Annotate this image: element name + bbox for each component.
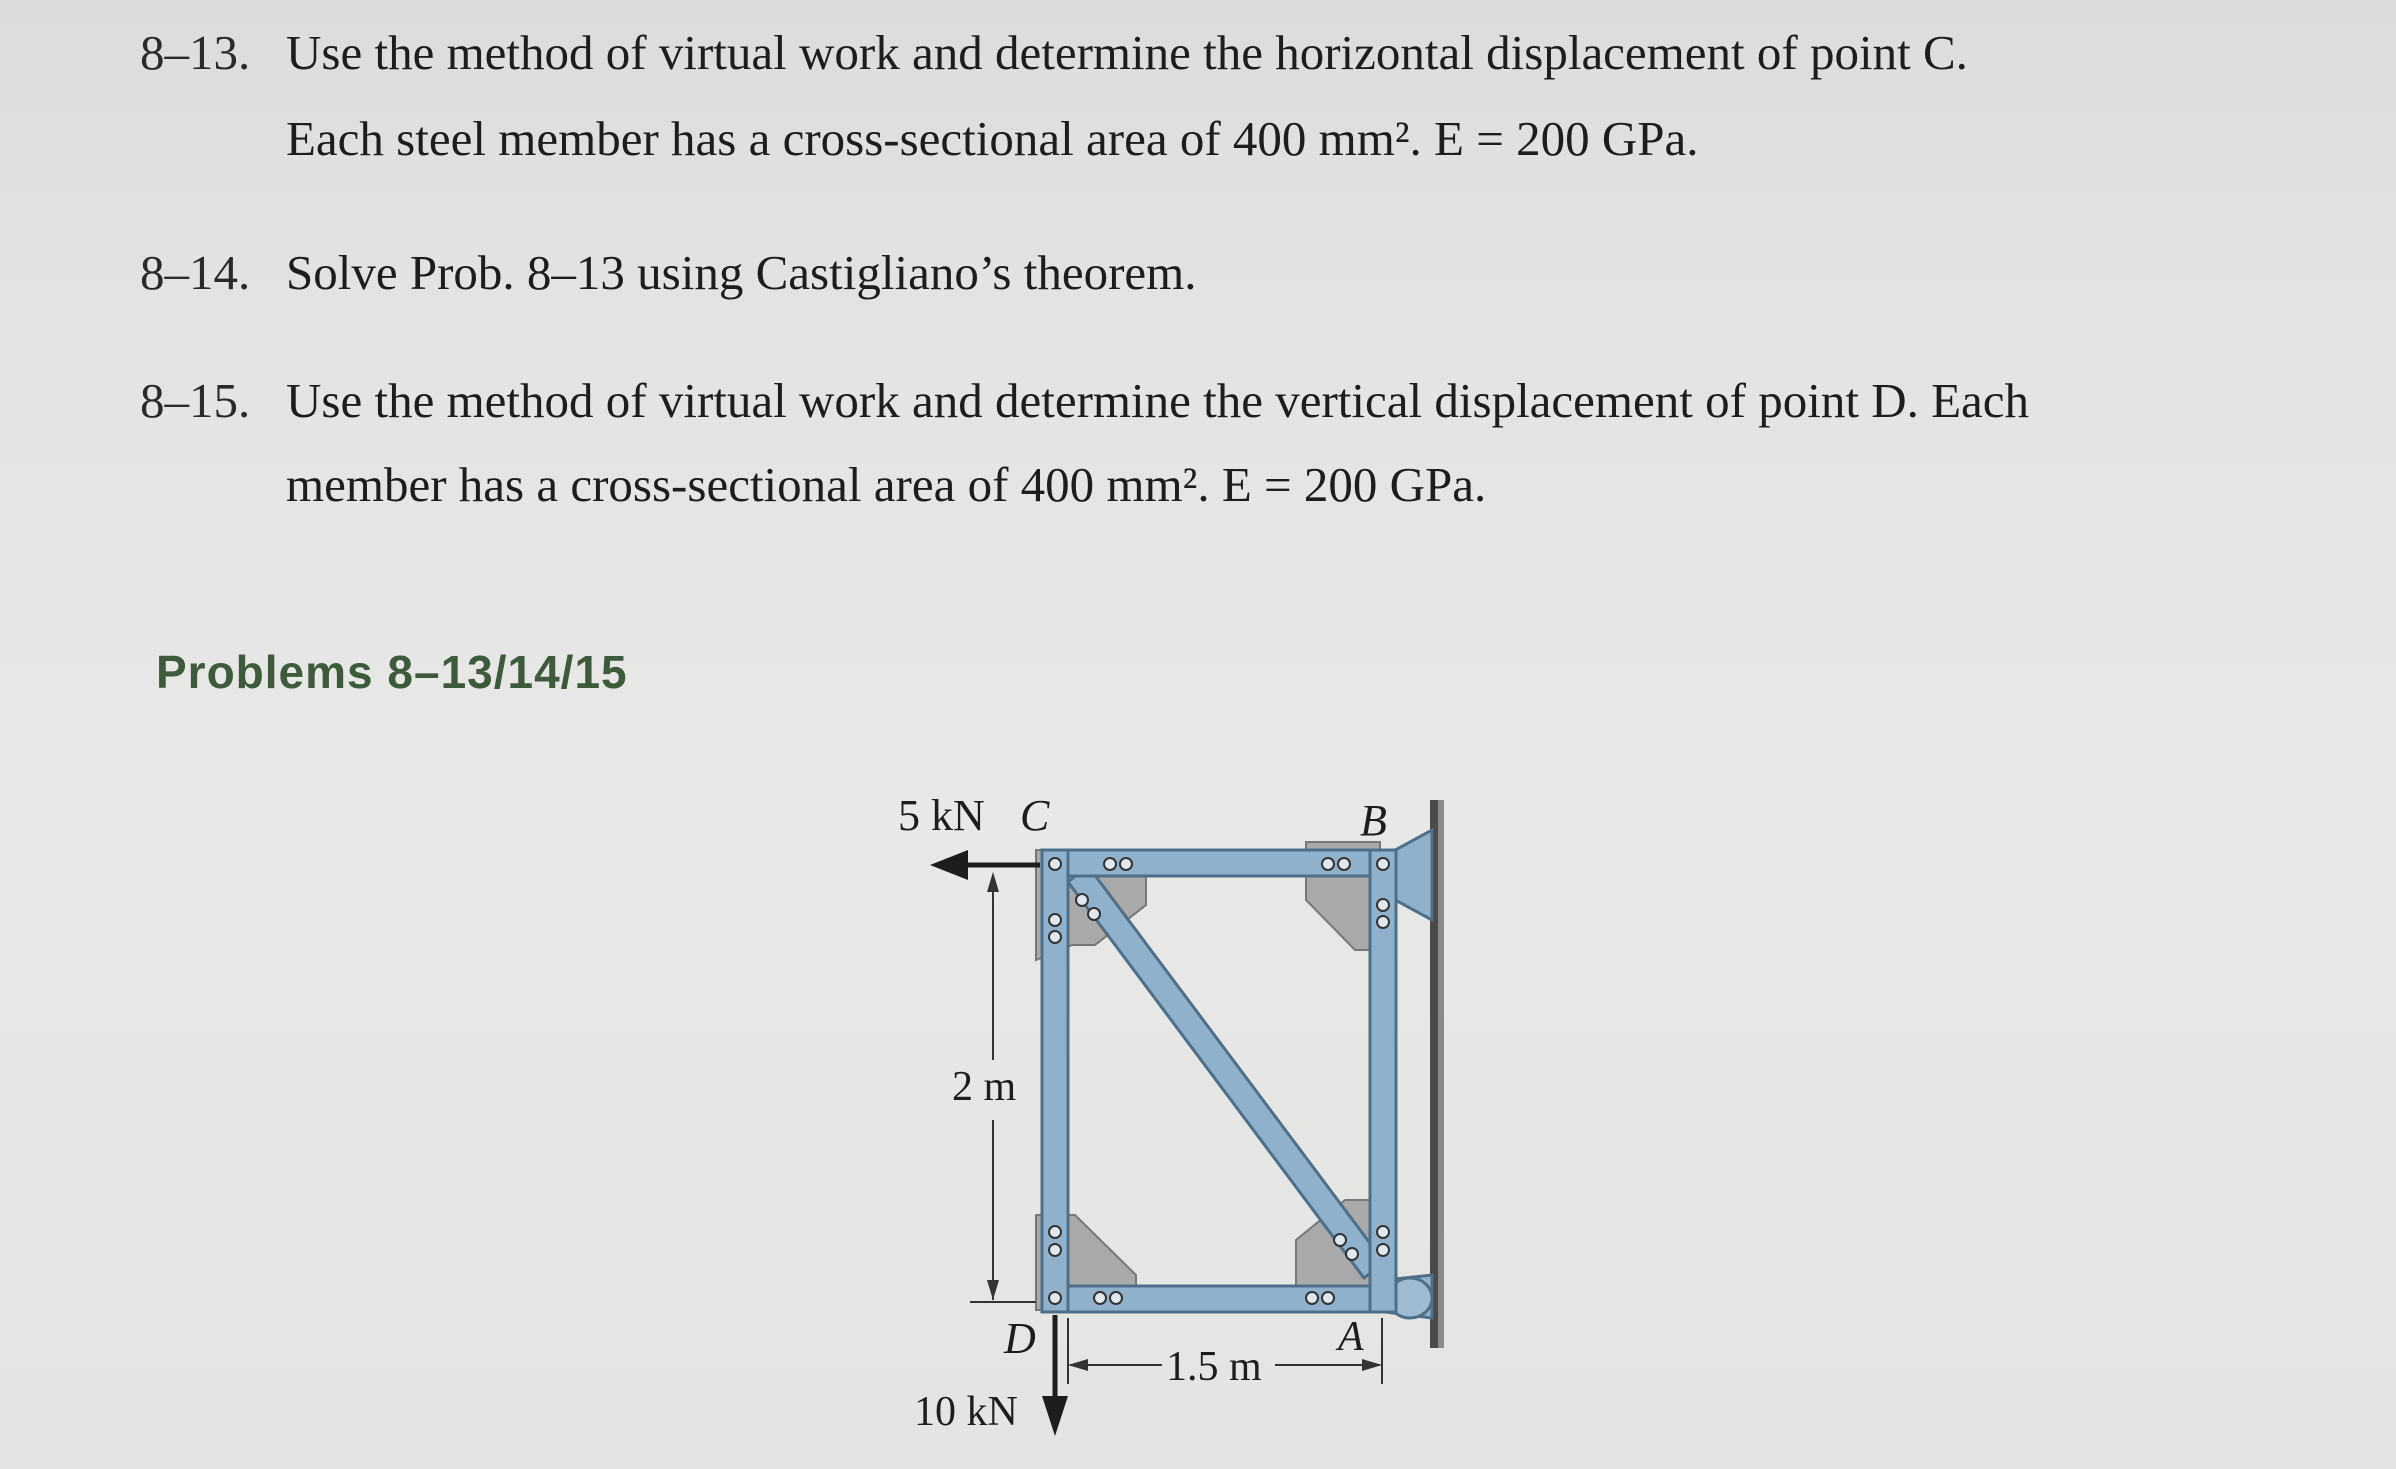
problem-number: 8–13.	[140, 25, 251, 80]
load-c-label: 5 kN	[898, 791, 985, 840]
node-c-label: C	[1020, 791, 1050, 840]
load-d-label: 10 kN	[914, 1389, 1018, 1435]
node-d-label: D	[1004, 1314, 1036, 1363]
node-b-label: B	[1360, 796, 1387, 845]
problem-number: 8–14.	[140, 245, 251, 300]
node-a-label: A	[1338, 1314, 1364, 1360]
width-dim-arrow-left	[1068, 1359, 1088, 1371]
problem-text: Use the method of virtual work and determine the vertical displacement of point D. Each	[286, 373, 2030, 428]
problem-text: Use the method of virtual work and determine the horizontal displacement of point C.	[286, 25, 1968, 80]
height-dim-arrow-top	[987, 872, 999, 892]
problem-text: member has a cross-sectional area of 400 mm². E = 200 GPa.	[286, 457, 1487, 512]
problem-text: Solve Prob. 8–13 using Castigliano’s theorem.	[286, 245, 1197, 300]
height-dim-arrow-bottom	[987, 1280, 999, 1300]
width-dim-arrow-right	[1362, 1359, 1382, 1371]
figure-caption: Problems 8–13/14/15	[156, 646, 628, 698]
load-d-arrowhead	[1042, 1396, 1068, 1436]
load-c-arrowhead	[930, 850, 968, 880]
problem-number: 8–15.	[140, 373, 251, 428]
height-dim-label: 2 m	[952, 1064, 1017, 1110]
width-dim-label: 1.5 m	[1166, 1344, 1262, 1390]
wall-hatch	[1438, 800, 1444, 1348]
problem-text: Each steel member has a cross-sectional area of 400 mm². E = 200 GPa.	[286, 111, 1699, 166]
